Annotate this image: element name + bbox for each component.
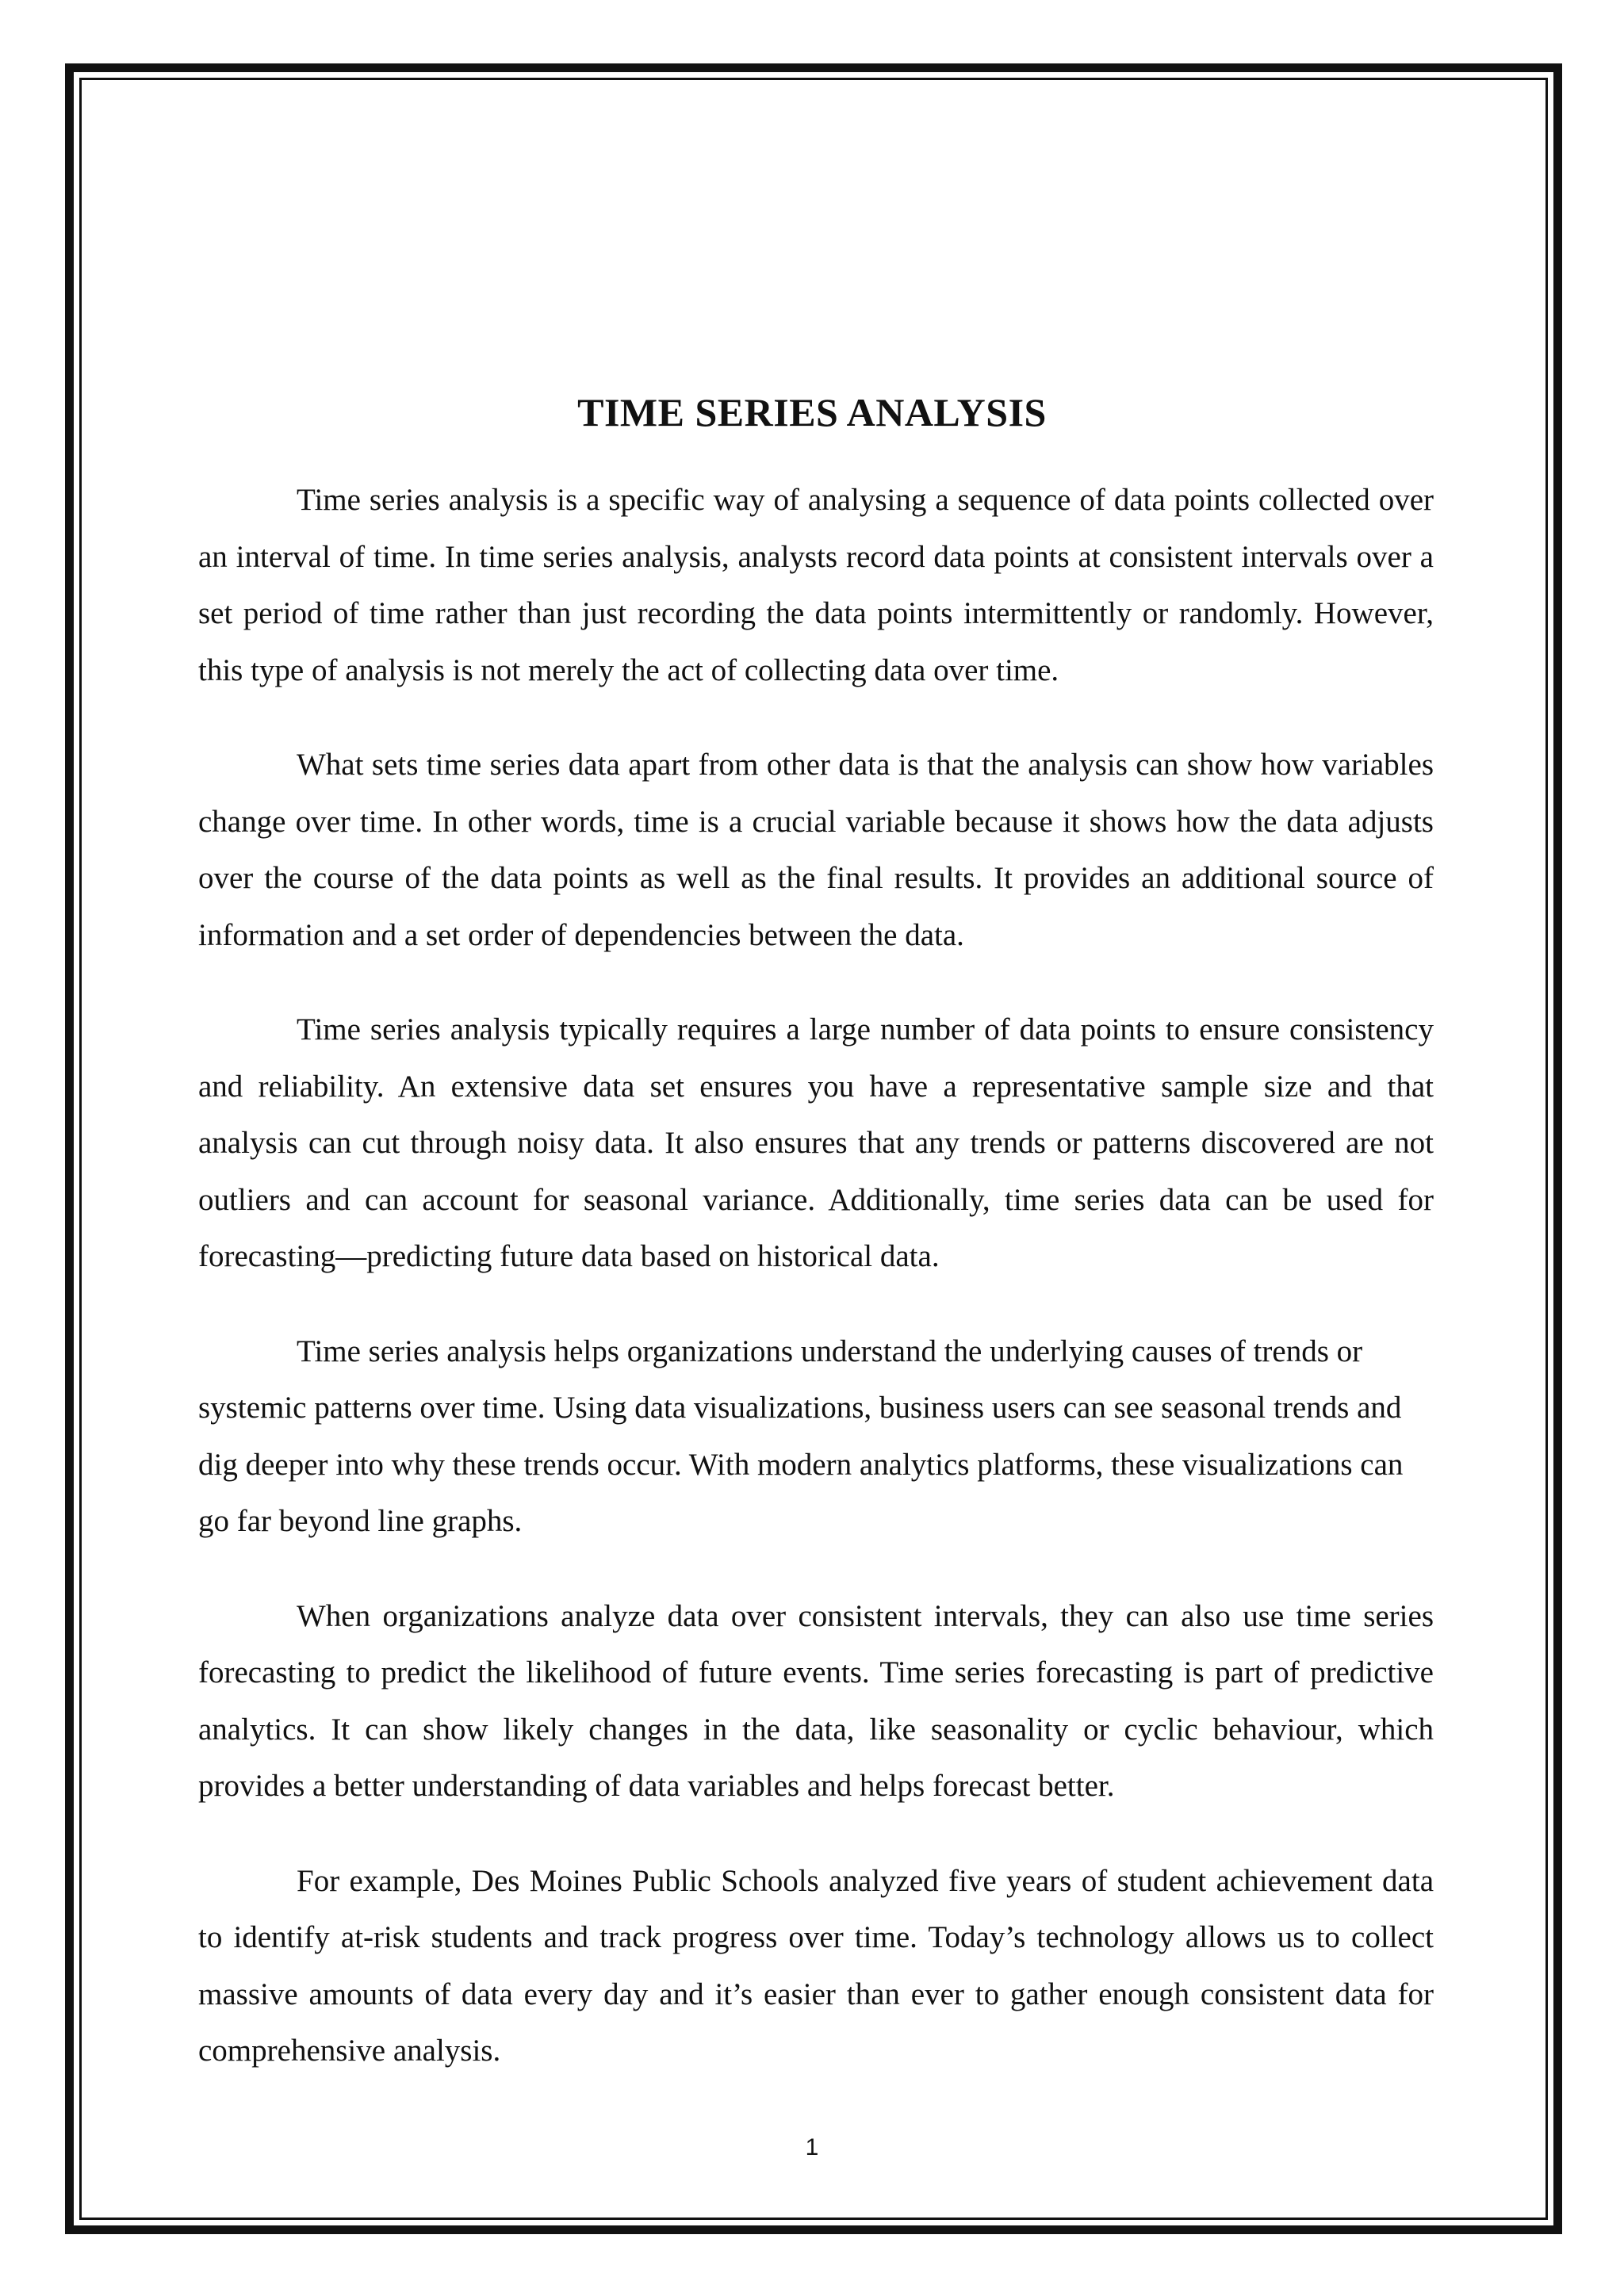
paragraph-forecasting: When organizations analyze data over consistent intervals, they can also use time series forecasting to predict the likelihood of future events. Time series forecasting is part of predictive analytics. It can show likely changes in the data, like seasonality or cyclic behaviour, which provides a better understanding of data variables and helps forecast better.: [198, 1598, 1434, 1803]
document-body: [198, 472, 1434, 2118]
paragraph-what-sets-apart: What sets time series data apart from other data is that the analysis can show how variables change over time. In other words, time is a crucial variable because it shows how the data adjusts over the course of the data points as well as the final results. It provides an additional source of information and a set order of dependencies between the data.: [198, 748, 1434, 952]
paragraph-organizations: Time series analysis helps organizations understand the underlying causes of trends or systemic patterns over time. Using data visualizations, business users can see seasonal trends and dig deeper into why these trends occur. With modern analytics platforms, these visualizations can go far beyond line graphs.: [198, 1334, 1404, 1538]
paragraph-example: For example, Des Moines Public Schools analyzed five years of student achievement data to identify at-risk students and track progress over time. Today’s technology allows us to collect massive amounts of data every day and it’s easier than ever to gather enough consistent data for comprehensive analysis.: [198, 1863, 1434, 2068]
page-title: TIME SERIES ANALYSIS: [577, 390, 1047, 434]
paragraph-data-requirements: Time series analysis typically requires a large number of data points to ensure consistency and reliability. An extensive data set ensures you have a representative sample size and that analysis can cut through noisy data. It also ensures that any trends or patterns discovered are not outliers and can account for seasonal variance. Additionally, time series data can be used for forecasting—predicting future data based on historical data.: [198, 1012, 1434, 1273]
paragraph-intro: Time series analysis is a specific way of analysing a sequence of data points collected over an interval of time. In time series analysis, analysts record data points at consistent intervals over a set period of time rather than just recording the data points intermittently or randomly. However, this type of analysis is not merely the act of collecting data over time.: [198, 483, 1434, 687]
page-number: 1: [805, 2134, 819, 2160]
